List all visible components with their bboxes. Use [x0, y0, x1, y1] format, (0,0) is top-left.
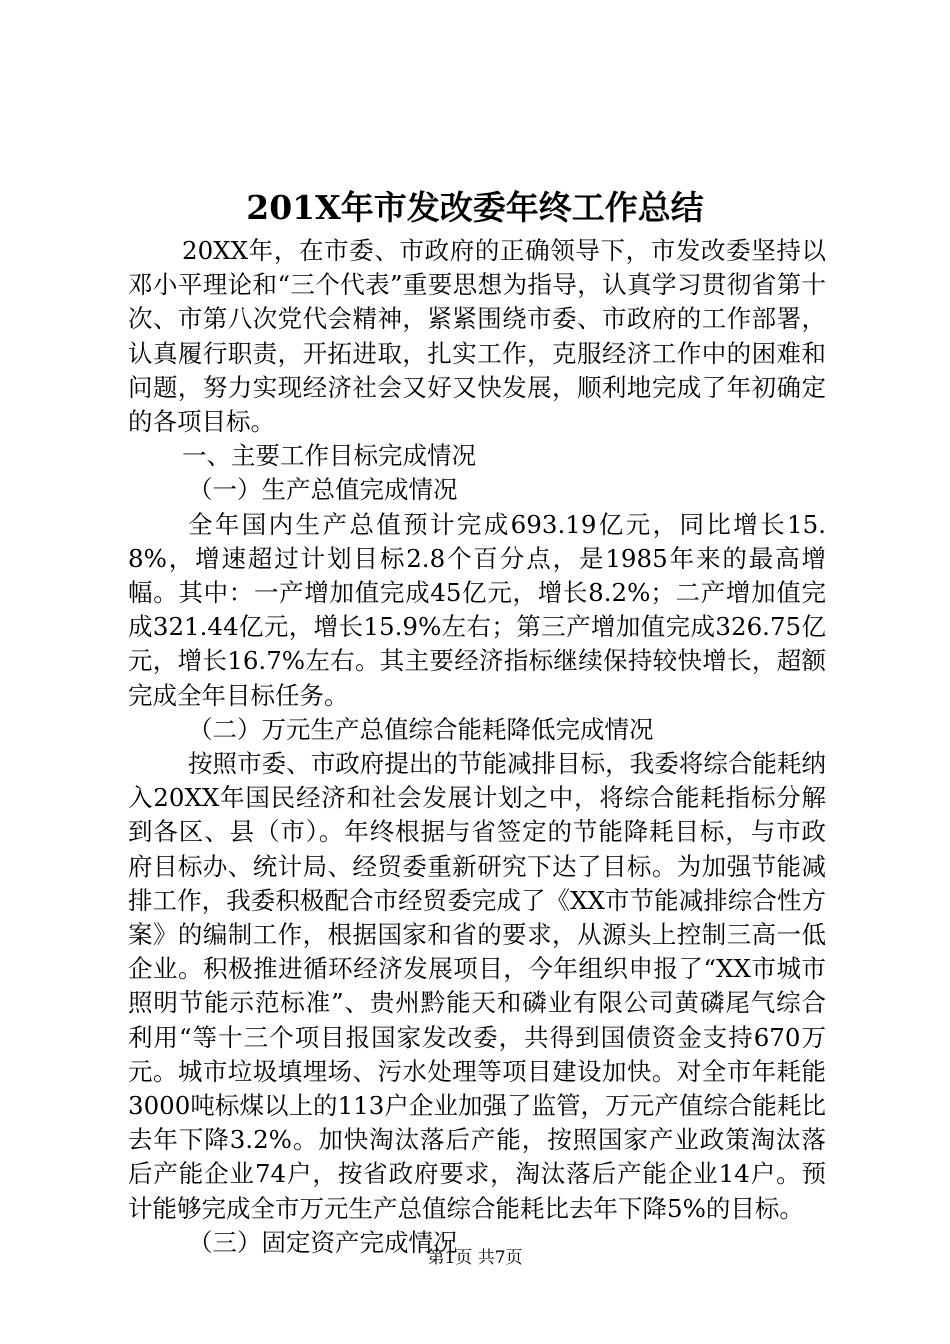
document-title: 201X年市发改委年终工作总结 [246, 188, 704, 227]
paragraph-energy: 按照市委、市政府提出的节能减排目标，我委将综合能耗纳入20XX年国民经济和社会发展计划之中，将综合能耗指标分解到各区、县（市）。年终根据与省签定的节能降耗目标，与市政府目标办、统计局、经贸委重新研究下达了目标。为加强节能减排工作，我委积极配合市经贸委完成了《XX市节能减排综合性方案》的编制工作，根据国家和省的要求，从源头上控制三高一低企业。积极推进循环经济发展项目，今年组织申报了“XX市城市照明节能示范标准”、贵州黔能天和磷业有限公司黄磷尾气综合利用“等十三个项目报国家发改委，共得到国债资金支持670万元。城市垃圾填埋场、污水处理等项目建设加快。对全市年耗能3000吨标煤以上的113户企业加强了监管，万元产值综合能耗比去年下降3.2%。加快淘汰落后产能，按照国家产业政策淘汰落后产能企业74户，按省政府要求，淘汰落后产能企业14户。预计能够完成全市万元生产总值综合能耗比去年下降5%的目标。 [128, 749, 826, 1223]
paragraph-intro: 20XX年，在市委、市政府的正确领导下，市发改委坚持以邓小平理论和“三个代表”重要思想为指导，认真学习贯彻省第十次、市第八次党代会精神，紧紧围绕市委、市政府的工作部署，认真履行职责，开拓进取，扎实工作，克服经济工作中的困难和问题，努力实现经济社会又好又快发展，顺利地完成了年初确定的各项目标。 [128, 236, 826, 437]
subsection-heading-gdp: （一）生产总值完成情况 [188, 475, 458, 505]
paragraph-gdp: 全年国内生产总值预计完成693.19亿元，同比增长15.8%，增速超过计划目标2.8个百分点，是1985年来的最高增幅。其中：一产增加值完成45亿元，增长8.2%；二产增加值完成321.44亿元，增长15.9%左右；第三产增加值完成326.75亿元，增长16.7%左右。其主要经济指标继续保持较快增长，超额完成全年目标任务。 [128, 509, 826, 710]
page-number-footer: 第1页 共7页 [427, 1248, 523, 1268]
subsection-heading-fixed-assets: （三）固定资产完成情况 [188, 1227, 458, 1257]
subsection-heading-energy: （二）万元生产总值综合能耗降低完成情况 [188, 714, 654, 744]
document-body [128, 234, 826, 1260]
section-heading-main-goals: 一、主要工作目标完成情况 [182, 441, 476, 471]
